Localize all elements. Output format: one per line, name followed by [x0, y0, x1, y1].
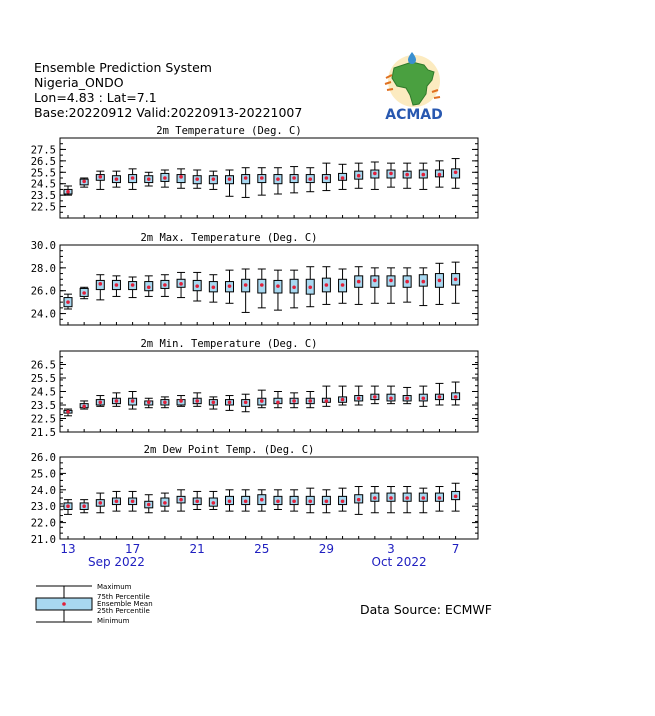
box-2022-09-26: [274, 168, 282, 194]
box-2022-09-26: [274, 392, 282, 408]
box-2022-09-26: [274, 270, 282, 310]
y-tick-label: 24.5: [30, 178, 56, 191]
y-tick-label: 26.0: [30, 452, 56, 464]
box-2022-10-02: [371, 386, 379, 404]
box-2022-09-19: [161, 493, 169, 511]
mean-dot: [212, 401, 216, 405]
box-2022-09-14: [80, 500, 88, 513]
data-source: Data Source: ECMWF: [360, 602, 492, 617]
y-tick-label: 28.0: [30, 262, 56, 275]
mean-dot: [260, 176, 264, 180]
box-2022-09-29: [322, 163, 330, 190]
mean-dot: [405, 173, 409, 177]
box-2022-09-22: [209, 397, 217, 409]
box-2022-09-15: [96, 396, 104, 407]
mean-dot: [438, 395, 442, 399]
box-2022-09-28: [306, 267, 314, 307]
chart-panel-4: [31, 444, 478, 546]
chart-title: 2m Temperature (Deg. C): [156, 125, 302, 137]
box-2022-10-04: [403, 268, 411, 302]
mean-dot: [228, 499, 232, 503]
box-2022-09-16: [112, 171, 120, 187]
box-2022-09-16: [112, 393, 120, 407]
mean-dot: [276, 401, 280, 405]
mean-dot: [325, 283, 329, 287]
box-2022-09-15: [96, 275, 104, 300]
mean-dot: [373, 279, 377, 283]
box-2022-09-23: [226, 490, 234, 511]
mean-dot: [195, 499, 199, 503]
box-2022-09-18: [145, 495, 153, 513]
mean-dot: [66, 504, 70, 508]
x-tick-label: 3: [387, 542, 395, 556]
mean-dot: [373, 496, 377, 500]
box-2022-10-06: [435, 383, 443, 405]
chart-title: 2m Max. Temperature (Deg. C): [140, 232, 318, 244]
mean-dot: [341, 499, 345, 503]
mean-dot: [115, 399, 119, 403]
box-2022-09-25: [258, 269, 266, 308]
box-2022-10-03: [387, 386, 395, 404]
plot-frame: [60, 457, 478, 539]
plot-frame: [60, 245, 478, 325]
box-2022-10-01: [355, 386, 363, 405]
mean-dot: [163, 401, 167, 405]
box-2022-09-13: [64, 500, 72, 515]
mean-dot: [260, 498, 264, 502]
mean-dot: [357, 174, 361, 178]
box-2022-09-19: [161, 170, 169, 187]
plot-frame: [60, 138, 478, 218]
mean-dot: [163, 176, 167, 180]
y-tick-label: 27.5: [30, 144, 56, 157]
mean-dot: [115, 499, 119, 503]
mean-dot: [438, 496, 442, 500]
y-tick-label: 21.5: [30, 427, 56, 439]
mean-dot: [373, 395, 377, 399]
legend-label-3: 25th Percentile: [97, 607, 150, 615]
mean-dot: [308, 499, 312, 503]
mean-dot: [228, 284, 232, 288]
y-tick-label: 24.0: [30, 484, 56, 497]
box-2022-09-27: [290, 167, 298, 193]
mean-dot: [244, 176, 248, 180]
mean-dot: [131, 283, 135, 287]
y-tick-label: 30.0: [30, 240, 56, 252]
mean-dot: [82, 291, 86, 295]
chart-panel-3: [31, 338, 478, 439]
box-2022-10-05: [419, 163, 427, 189]
mean-dot: [195, 284, 199, 288]
mean-dot: [244, 401, 248, 405]
box-2022-09-26: [274, 490, 282, 510]
box-2022-09-19: [161, 275, 169, 297]
box-2022-09-17: [129, 169, 137, 190]
mean-dot: [276, 499, 280, 503]
mean-dot: [292, 499, 296, 503]
box-2022-10-03: [387, 268, 395, 303]
box-2022-09-25: [258, 490, 266, 511]
mean-dot: [276, 177, 280, 181]
y-tick-label: 23.0: [30, 501, 56, 514]
legend-label-2: Ensemble Mean: [97, 600, 153, 608]
legend-label-1: 75th Percentile: [97, 593, 150, 601]
box-2022-10-02: [371, 162, 379, 189]
mean-dot: [389, 172, 393, 176]
mean-dot: [147, 285, 151, 289]
box-2022-09-15: [96, 493, 104, 513]
mean-dot: [131, 176, 135, 180]
box-2022-10-07: [452, 382, 460, 405]
mean-dot: [66, 300, 70, 304]
mean-dot: [405, 396, 409, 400]
mean-dot: [163, 283, 167, 287]
box-2022-10-01: [355, 267, 363, 305]
mean-dot: [454, 395, 458, 399]
y-tick-label: 21.0: [30, 534, 56, 546]
box-2022-09-13: [64, 294, 72, 309]
box-2022-09-20: [177, 396, 185, 407]
box-2022-09-21: [193, 272, 201, 301]
header-system-name: Ensemble Prediction System: [34, 60, 212, 75]
mean-dot: [276, 284, 280, 288]
mean-dot: [131, 399, 135, 403]
mean-dot: [405, 280, 409, 284]
mean-dot: [308, 285, 312, 289]
mean-dot: [212, 285, 216, 289]
mean-dot: [179, 282, 183, 286]
mean-dot: [405, 496, 409, 500]
legend-label-0: Maximum: [97, 583, 132, 591]
plot-frame: [60, 351, 478, 432]
mean-dot: [373, 172, 377, 176]
chart-panel-1: [31, 125, 478, 218]
box-2022-09-19: [161, 397, 169, 408]
y-tick-label: 23.5: [30, 400, 56, 412]
box-2022-09-22: [209, 491, 217, 509]
box-2022-09-28: [306, 488, 314, 513]
y-tick-label: 25.0: [30, 468, 56, 481]
box-2022-09-30: [339, 164, 347, 189]
box-2022-09-22: [209, 171, 217, 189]
box-2022-10-03: [387, 163, 395, 187]
x-tick-label: 25: [254, 542, 270, 556]
mean-dot: [325, 499, 329, 503]
header-location: Nigeria_ONDO: [34, 75, 124, 90]
mean-dot: [82, 504, 86, 508]
box-2022-09-20: [177, 490, 185, 511]
header-dates: Base:20220912 Valid:20220913-20221007: [34, 105, 303, 120]
mean-dot: [66, 410, 70, 414]
mean-dot: [454, 495, 458, 499]
box-2022-09-23: [226, 170, 234, 196]
mean-dot: [454, 170, 458, 174]
box-2022-09-24: [242, 394, 250, 412]
mean-dot: [99, 175, 103, 179]
y-tick-label: 22.5: [30, 413, 56, 426]
box-2022-09-30: [339, 488, 347, 511]
box-2022-09-17: [129, 491, 137, 511]
box-2022-09-17: [129, 392, 137, 410]
mean-dot: [244, 283, 248, 287]
mean-dot: [389, 396, 393, 400]
box-2022-10-03: [387, 487, 395, 513]
box-2022-09-21: [193, 393, 201, 407]
box-2022-09-20: [177, 169, 185, 188]
y-tick-label: 22.0: [30, 517, 56, 530]
x-tick-label: 17: [124, 542, 141, 556]
mean-dot: [357, 396, 361, 400]
mean-dot: [99, 401, 103, 405]
x-month-label: Oct 2022: [371, 555, 427, 569]
logo-text: ACMAD: [385, 107, 443, 123]
legend: [36, 583, 153, 625]
mean-dot: [244, 499, 248, 503]
y-tick-label: 23.5: [30, 190, 56, 203]
box-2022-09-23: [226, 396, 234, 411]
mean-dot: [325, 176, 329, 180]
box-2022-09-16: [112, 491, 120, 511]
box-2022-09-20: [177, 272, 185, 297]
box-2022-10-06: [435, 487, 443, 512]
mean-dot: [66, 190, 70, 194]
box-2022-10-05: [419, 488, 427, 513]
legend-mean-dot: [62, 602, 66, 606]
mean-dot: [389, 279, 393, 283]
x-tick-label: 13: [60, 542, 76, 556]
mean-dot: [228, 177, 232, 181]
box-2022-09-23: [226, 270, 234, 303]
box-2022-09-15: [96, 171, 104, 189]
x-month-label: Sep 2022: [87, 555, 145, 569]
mean-dot: [179, 399, 183, 403]
y-tick-label: 22.5: [30, 201, 56, 214]
mean-dot: [179, 175, 183, 179]
box-2022-09-14: [80, 178, 88, 187]
box-2022-09-28: [306, 392, 314, 408]
mean-dot: [179, 498, 183, 502]
mean-dot: [163, 501, 167, 505]
mean-dot: [422, 173, 426, 177]
box-2022-09-13: [64, 409, 72, 416]
box-2022-09-29: [322, 386, 330, 406]
mean-dot: [147, 503, 151, 507]
y-tick-label: 24.0: [30, 308, 56, 321]
box-2022-09-14: [80, 401, 88, 409]
mean-dot: [212, 177, 216, 181]
mean-dot: [454, 277, 458, 281]
box-2022-09-27: [290, 490, 298, 511]
box-2022-09-29: [322, 267, 330, 305]
box-2022-09-28: [306, 168, 314, 192]
mean-dot: [422, 396, 426, 400]
y-tick-label: 26.5: [30, 359, 56, 372]
mean-dot: [147, 401, 151, 405]
box-2022-10-04: [403, 387, 411, 403]
mean-dot: [212, 501, 216, 505]
box-2022-10-01: [355, 163, 363, 188]
box-2022-09-27: [290, 393, 298, 408]
box-2022-09-24: [242, 490, 250, 511]
mean-dot: [131, 499, 135, 503]
box-2022-09-18: [145, 276, 153, 297]
mean-dot: [341, 398, 345, 402]
box-2022-09-27: [290, 270, 298, 308]
chart-title: 2m Min. Temperature (Deg. C): [140, 338, 318, 350]
x-axis-labels: [60, 542, 459, 569]
mean-dot: [341, 283, 345, 287]
header-coordinates: Lon=4.83 : Lat=7.1: [34, 90, 157, 105]
mean-dot: [438, 279, 442, 283]
x-tick-label: 7: [451, 542, 460, 556]
mean-dot: [422, 496, 426, 500]
chart-title: 2m Dew Point Temp. (Deg. C): [143, 444, 315, 456]
mean-dot: [260, 283, 264, 287]
y-tick-label: 25.5: [30, 167, 56, 180]
y-tick-label: 24.5: [30, 386, 56, 399]
box-2022-09-21: [193, 170, 201, 188]
mean-dot: [438, 173, 442, 177]
mean-dot: [292, 399, 296, 403]
box-2022-09-14: [80, 287, 88, 298]
mean-dot: [325, 399, 329, 403]
box-2022-09-22: [209, 275, 217, 302]
y-tick-label: 26.5: [30, 155, 56, 168]
mean-dot: [292, 285, 296, 289]
box-2022-09-16: [112, 276, 120, 297]
box-2022-10-01: [355, 487, 363, 515]
box-2022-10-05: [419, 268, 427, 306]
box-2022-09-25: [258, 390, 266, 408]
mean-dot: [422, 280, 426, 284]
box-2022-09-21: [193, 491, 201, 509]
legend-label-4: Minimum: [97, 617, 130, 625]
mean-dot: [341, 176, 345, 180]
box-2022-09-30: [339, 386, 347, 405]
box-2022-09-18: [145, 398, 153, 407]
box-2022-10-02: [371, 268, 379, 303]
mean-dot: [357, 280, 361, 284]
mean-dot: [308, 399, 312, 403]
mean-dot: [308, 177, 312, 181]
x-tick-label: 21: [189, 542, 205, 556]
mean-dot: [357, 498, 361, 502]
box-2022-09-17: [129, 277, 137, 298]
box-2022-10-02: [371, 487, 379, 513]
mean-dot: [260, 399, 264, 403]
mean-dot: [115, 177, 119, 181]
mean-dot: [389, 496, 393, 500]
mean-dot: [147, 177, 151, 181]
box-2022-10-07: [452, 262, 460, 303]
box-2022-09-18: [145, 172, 153, 186]
box-2022-09-25: [258, 168, 266, 195]
mean-dot: [195, 177, 199, 181]
mean-dot: [82, 405, 86, 409]
mean-dot: [82, 180, 86, 184]
mean-dot: [99, 501, 103, 505]
mean-dot: [99, 282, 103, 286]
box-2022-09-29: [322, 490, 330, 513]
mean-dot: [292, 176, 296, 180]
box-2022-10-07: [452, 483, 460, 511]
box-2022-10-06: [435, 161, 443, 187]
y-tick-label: 25.5: [30, 373, 56, 385]
box-2022-10-07: [452, 159, 460, 189]
mean-dot: [195, 399, 199, 403]
chart-panel-2: [31, 232, 478, 325]
mean-dot: [228, 401, 232, 405]
box-2022-09-30: [339, 269, 347, 303]
y-tick-label: 26.0: [30, 285, 56, 298]
box-2022-09-13: [64, 186, 72, 195]
box-2022-10-06: [435, 263, 443, 304]
box-2022-09-24: [242, 269, 250, 312]
box-2022-09-24: [242, 168, 250, 198]
box-2022-10-04: [403, 163, 411, 188]
box-2022-10-05: [419, 386, 427, 406]
box-2022-10-04: [403, 487, 411, 513]
x-tick-label: 29: [318, 542, 335, 556]
mean-dot: [115, 283, 119, 287]
